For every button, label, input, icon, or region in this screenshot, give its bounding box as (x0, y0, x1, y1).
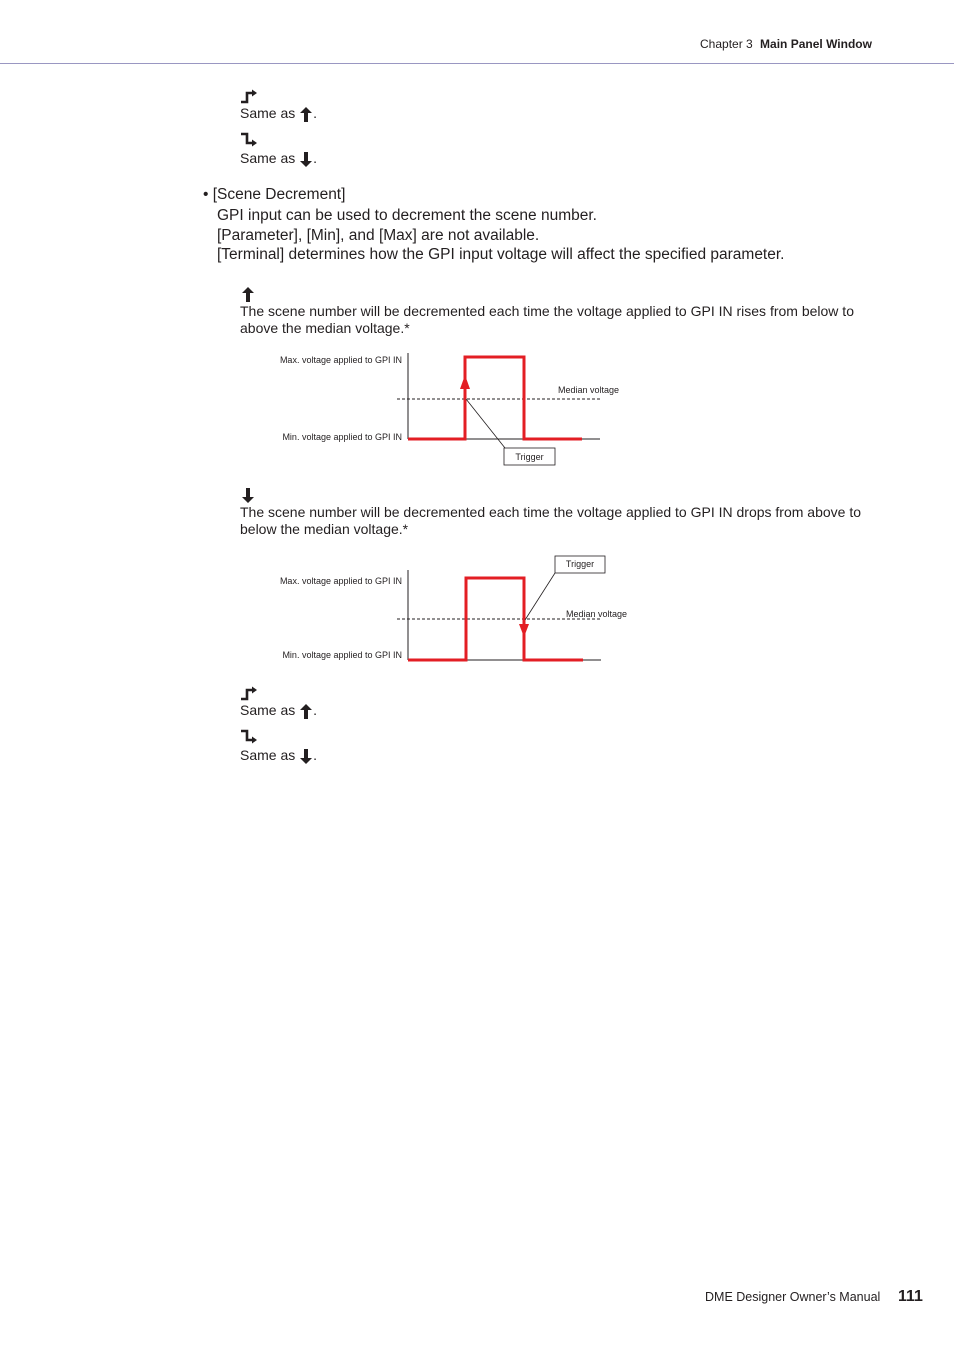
rising-edge-icon (299, 107, 313, 122)
max-voltage-label: Max. voltage applied to GPI IN (279, 576, 402, 586)
rise-hold-icon (240, 89, 258, 104)
section-line-3: [Terminal] determines how the GPI input voltage will affect the specified parameter. (217, 246, 785, 263)
chapter-title: Main Panel Window (760, 37, 872, 51)
rise-trigger-diagram (270, 345, 640, 470)
same-as-text: Same as (240, 747, 296, 763)
min-voltage-label: Min. voltage applied to GPI IN (282, 650, 402, 660)
same-as-row-4: Same as . (240, 747, 318, 763)
median-voltage-label: Median voltage (566, 609, 628, 619)
trigger-label: Trigger (515, 452, 544, 462)
median-voltage-label: Median voltage (558, 385, 620, 395)
fall-trigger-diagram (270, 550, 640, 670)
falling-edge-icon (299, 749, 313, 764)
same-as-text: Same as (240, 702, 296, 718)
page-number: 111 (898, 1288, 923, 1305)
rise-hold-icon (240, 686, 258, 701)
running-header (700, 37, 872, 51)
trigger-leader (525, 573, 555, 620)
header-rule (0, 63, 954, 64)
rising-edge-icon (241, 287, 255, 302)
rising-edge-icon (299, 704, 313, 719)
rise-description: The scene number will be decremented each time the voltage applied to GPI IN rises from below to above the median voltage.* (240, 303, 854, 336)
footer-manual-title: DME Designer Owner’s Manual (705, 1290, 881, 1304)
section-heading (203, 186, 345, 204)
fall-hold-icon (240, 132, 258, 148)
rise-trigger-arrow (460, 375, 470, 389)
min-voltage-label: Min. voltage applied to GPI IN (282, 432, 402, 442)
same-as-row-2: Same as . (240, 150, 318, 166)
bullet: • (203, 186, 209, 203)
falling-edge-icon (299, 152, 313, 167)
same-as-row-3: Same as . (240, 702, 318, 718)
max-voltage-label: Max. voltage applied to GPI IN (279, 355, 402, 365)
trigger-label: Trigger (565, 559, 595, 569)
fall-hold-icon (240, 729, 258, 745)
chapter-label: Chapter 3 (700, 37, 753, 51)
section-title: [Scene Decrement] (212, 186, 346, 203)
same-as-text: Same as (240, 150, 296, 166)
trigger-leader (466, 399, 505, 448)
section-line-2: [Parameter], [Min], and [Max] are not available. (217, 227, 540, 244)
fall-trigger-arrow (519, 624, 529, 637)
fall-description: The scene number will be decremented each time the voltage applied to GPI IN drops from above to below the median voltage.* (240, 504, 862, 537)
same-as-text: Same as (240, 105, 296, 121)
same-as-row-1: Same as . (240, 105, 318, 121)
section-line-1: GPI input can be used to decrement the scene number. (217, 207, 597, 224)
gpi-signal (408, 357, 582, 439)
falling-edge-icon (241, 488, 255, 503)
